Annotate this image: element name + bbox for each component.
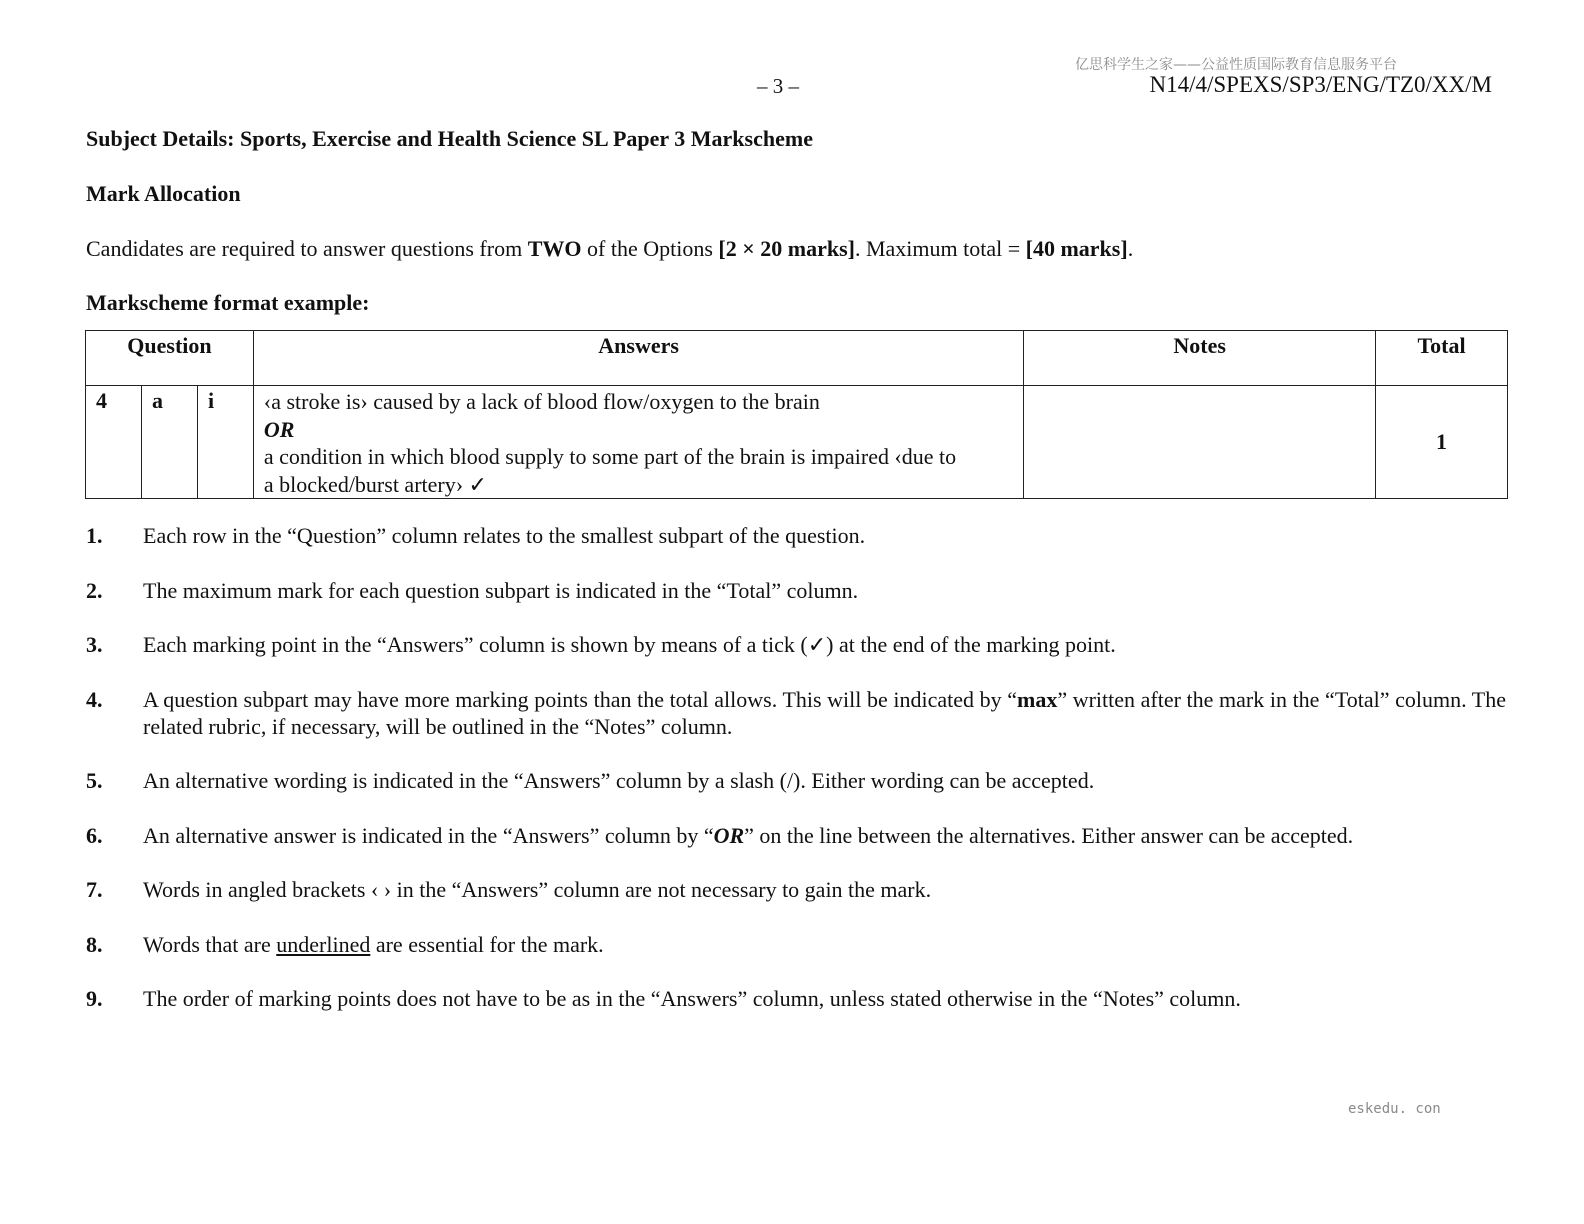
intro-text-2: of the Options [581, 236, 719, 261]
watermark-top: 亿思科学生之家——公益性质国际教育信息服务平台 [1075, 57, 1397, 73]
intro-text-3: . Maximum total = [854, 236, 1026, 261]
rule-number: 6. [86, 822, 103, 848]
intro-bold-total: [40 marks] [1025, 236, 1128, 261]
list-item [86, 876, 1506, 903]
answer-line-1: ‹a stroke is› caused by a lack of blood flow/oxygen to the brain [263, 389, 820, 414]
rule-number: 3. [86, 632, 103, 657]
intro-bold-two: TWO [527, 236, 582, 261]
list-item [86, 631, 1506, 658]
page-number: – 3 – [757, 74, 799, 98]
answer-line-2: a condition in which blood supply to some part of the brain is impaired ‹due to [263, 444, 957, 469]
header-answers: Answers [253, 331, 1023, 386]
rule-text-part: Words that are [143, 931, 277, 957]
markscheme-table [85, 330, 1508, 499]
question-number: 4 [86, 386, 142, 499]
list-item [86, 985, 1506, 1012]
document-code: N14/4/SPEXS/SP3/ENG/TZ0/XX/M [1149, 72, 1492, 97]
rule-text-part: A question subpart may have more marking points than the total allows. This will be indicated by “ [143, 686, 1017, 712]
header-question: Question [86, 331, 254, 386]
list-item [86, 686, 1506, 740]
header-total: Total [1376, 331, 1508, 386]
question-subpart: i [197, 386, 253, 499]
rule-number: 4. [86, 686, 103, 712]
rule-text: An alternative wording is indicated in the “Answers” column by a slash (/). Either wording can be accepted. [143, 768, 1095, 793]
list-item [86, 522, 1506, 549]
rule-number: 2. [86, 577, 103, 603]
intro-text-4: . [1127, 236, 1134, 261]
answer-cell [253, 386, 1023, 499]
list-item [86, 577, 1506, 604]
rule-number: 9. [86, 986, 103, 1011]
rule-text: Each marking point in the “Answers” column is shown by means of a tick (✓) at the end of the marking point. [143, 632, 1116, 657]
rule-text-part: ” written after the mark in the “Total” column. The related rubric, if necessary, will be outlined in the “Notes” column. [143, 686, 1506, 739]
list-item [86, 767, 1506, 794]
rule-number: 7. [86, 877, 103, 902]
watermark-bottom: eskedu. con [1348, 1101, 1441, 1117]
rule-text [143, 686, 1506, 740]
answer-line-3: a blocked/burst artery› ✓ [263, 471, 487, 497]
rule-text [143, 822, 1506, 849]
answer-or: OR [263, 416, 295, 442]
notes-cell [1024, 386, 1376, 499]
table-header-row [86, 331, 1508, 386]
mark-allocation-heading: Mark Allocation [86, 181, 241, 206]
marking-rules-list [86, 522, 1506, 1040]
intro-text-1: Candidates are required to answer questions from [86, 236, 528, 261]
rule-bold-or: OR [713, 822, 745, 848]
intro-bold-marks: [2 × 20 marks] [718, 236, 855, 261]
subject-details-heading: Subject Details: Sports, Exercise and Health Science SL Paper 3 Markscheme [86, 126, 813, 151]
table-row [86, 386, 1508, 499]
format-example-heading: Markscheme format example: [86, 290, 370, 315]
intro-paragraph [86, 236, 1133, 262]
list-item [86, 822, 1506, 849]
rule-text [143, 931, 1506, 958]
rule-text-part: ” on the line between the alternatives. Either answer can be accepted. [744, 822, 1354, 848]
question-part: a [141, 386, 197, 499]
rule-text-part: An alternative answer is indicated in the “Answers” column by “ [143, 822, 714, 848]
rule-text: Words in angled brackets ‹ › in the “Answers” column are not necessary to gain the mark. [143, 877, 932, 902]
rule-bold-max: max [1017, 686, 1058, 712]
rule-text: The maximum mark for each question subpart is indicated in the “Total” column. [143, 577, 859, 603]
header-notes: Notes [1024, 331, 1376, 386]
rule-text: The order of marking points does not have to be as in the “Answers” column, unless stated otherwise in the “Notes” column. [143, 986, 1241, 1011]
total-cell: 1 [1376, 386, 1508, 499]
rule-number: 1. [86, 523, 103, 548]
rule-number: 8. [86, 931, 103, 957]
rule-underlined: underlined [276, 931, 371, 957]
rule-text: Each row in the “Question” column relates to the smallest subpart of the question. [143, 523, 866, 548]
rule-text-part: are essential for the mark. [370, 931, 604, 957]
rule-number: 5. [86, 768, 103, 793]
list-item [86, 931, 1506, 958]
